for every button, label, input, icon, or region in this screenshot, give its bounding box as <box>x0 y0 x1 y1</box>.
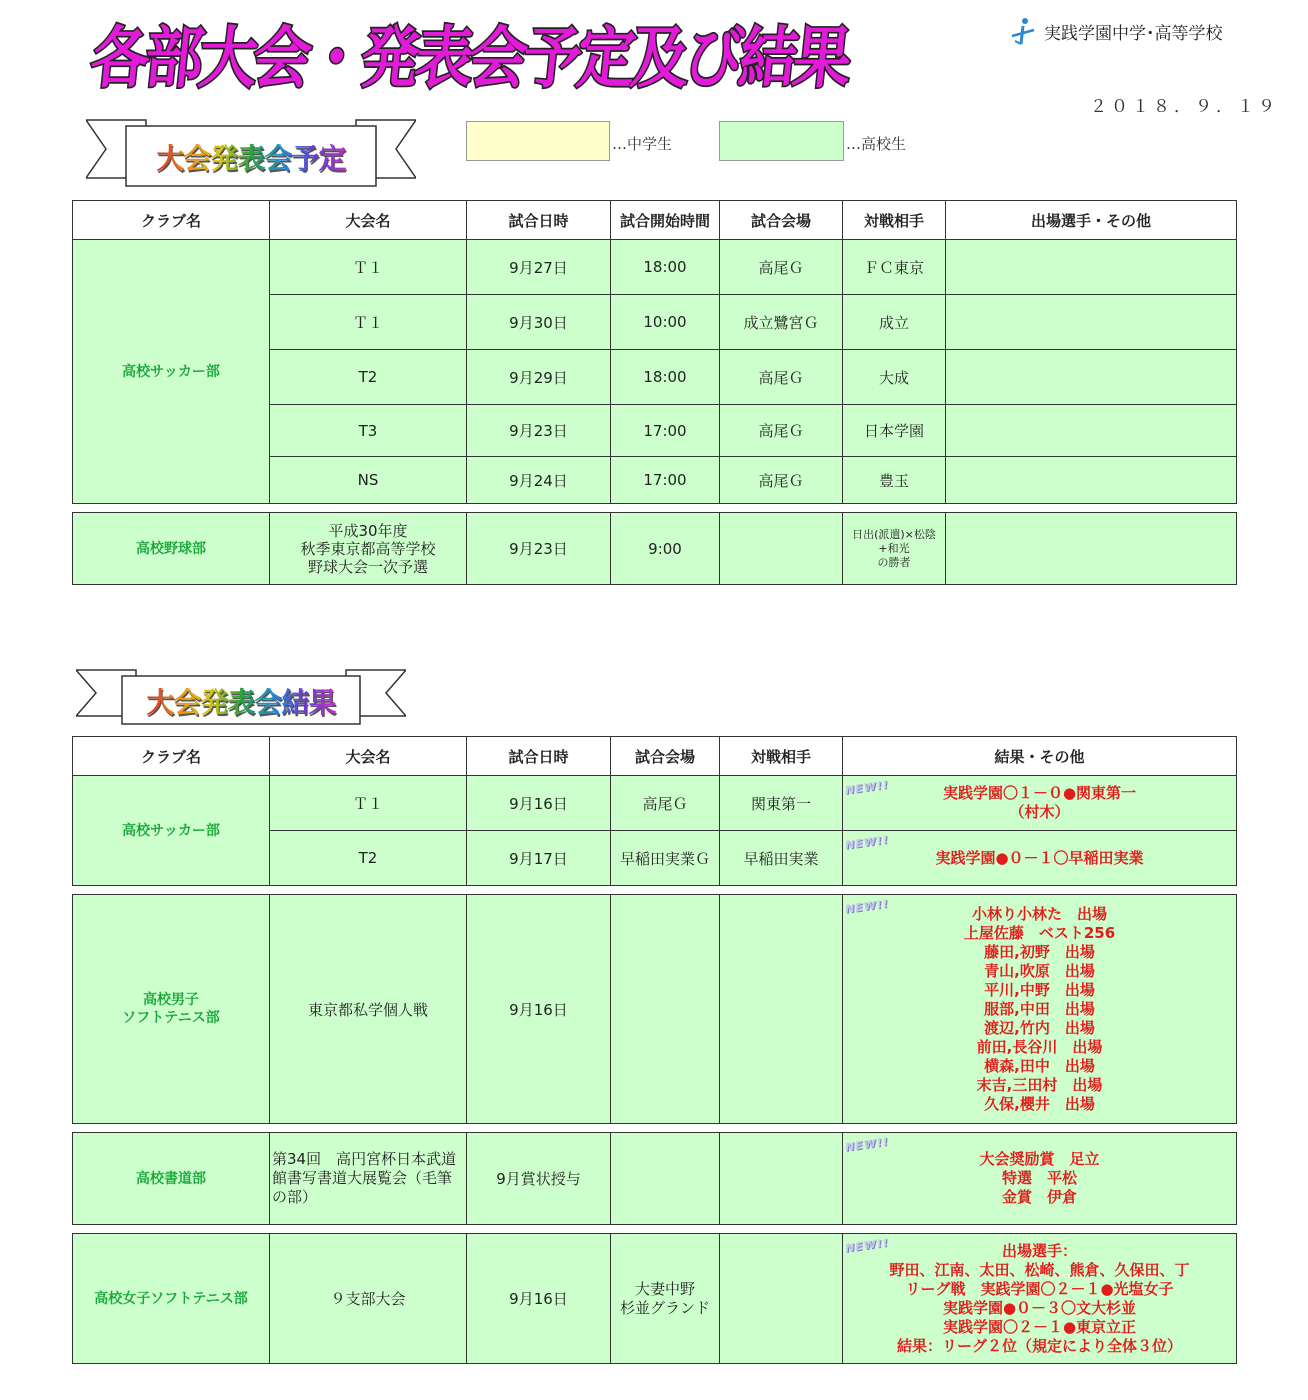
event-note <box>946 350 1237 405</box>
legend-senior-swatch <box>719 121 844 161</box>
results-table <box>72 736 1237 1364</box>
event-opponent: 大成 <box>843 350 946 405</box>
event-result: NEW!! 実践学園〇１－０●関東第一 （村木） <box>843 776 1237 831</box>
header-result: 結果・その他 <box>843 737 1237 776</box>
event-name: 東京都私学個人戦 <box>270 895 467 1124</box>
event-name: T3 <box>270 405 467 457</box>
legend-junior-swatch <box>466 121 610 161</box>
header-venue: 試合会場 <box>720 201 843 240</box>
event-note <box>946 295 1237 350</box>
event-date: 9月23日 <box>467 405 611 457</box>
header-opponent: 対戦相手 <box>720 737 843 776</box>
event-opponent: ＦＣ東京 <box>843 240 946 295</box>
header-notes: 出場選手・その他 <box>946 201 1237 240</box>
event-venue: 大妻中野 杉並グランド <box>611 1234 720 1364</box>
event-opponent: 早稲田実業 <box>720 831 843 886</box>
event-date: 9月24日 <box>467 457 611 504</box>
event-name: Ｔ１ <box>270 240 467 295</box>
table-row <box>73 895 1237 1124</box>
event-time: 9:00 <box>611 513 720 585</box>
results-banner <box>76 668 406 726</box>
event-name: T2 <box>270 831 467 886</box>
header-event: 大会名 <box>270 737 467 776</box>
table-row <box>73 240 1237 295</box>
club-name: 高校書道部 <box>73 1133 270 1225</box>
event-time: 18:00 <box>611 240 720 295</box>
event-opponent <box>720 895 843 1124</box>
event-name: Ｔ１ <box>270 776 467 831</box>
table-header-row <box>73 201 1237 240</box>
event-note <box>946 405 1237 457</box>
club-name: 高校サッカー部 <box>73 776 270 886</box>
event-date: 9月27日 <box>467 240 611 295</box>
schedule-banner-text: 大会発表会予定 <box>156 137 345 177</box>
header-date: 試合日時 <box>467 201 611 240</box>
event-opponent: 成立 <box>843 295 946 350</box>
event-time: 17:00 <box>611 405 720 457</box>
event-opponent: 豊玉 <box>843 457 946 504</box>
event-name: Ｔ１ <box>270 295 467 350</box>
event-venue: 成立鷺宮Ｇ <box>720 295 843 350</box>
event-venue <box>611 1133 720 1225</box>
event-name: ９支部大会 <box>270 1234 467 1364</box>
new-badge: NEW!! <box>844 1236 890 1255</box>
event-date: 9月16日 <box>467 1234 611 1364</box>
school-logo <box>1008 16 1223 46</box>
club-name: 高校男子 ソフトテニス部 <box>73 895 270 1124</box>
header-event: 大会名 <box>270 201 467 240</box>
legend-junior-label: …中学生 <box>612 135 673 153</box>
new-badge: NEW!! <box>844 833 890 852</box>
event-result: NEW!! 小林り小林た 出場 上屋佐藤 ベスト256 藤田,初野 出場 青山,吹原 出場 平川,中野 出場 服部,中田 出場 渡辺,竹内 出場 前田,長谷川 出場 横森,田中 出場 末吉,三田村 出場 久保,櫻井 出場 <box>843 895 1237 1124</box>
table-header-row <box>73 737 1237 776</box>
new-badge: NEW!! <box>844 897 890 916</box>
event-venue: 高尾Ｇ <box>720 240 843 295</box>
event-opponent <box>720 1234 843 1364</box>
schedule-table <box>72 200 1237 585</box>
event-result: NEW!! 出場選手： 野田、江南、太田、松崎、熊倉、久保田、丁 リーグ戦 実践学園〇２－１●光塩女子 実践学園●０－３〇文大杉並 実践学園〇２－１●東京立正 結果：リーグ２位（規定により全体３位） <box>843 1234 1237 1364</box>
header-club: クラブ名 <box>73 201 270 240</box>
event-venue <box>611 895 720 1124</box>
event-opponent: 日出(派遣)×松陰 +和光 の勝者 <box>843 513 946 585</box>
event-date: 9月30日 <box>467 295 611 350</box>
new-badge: NEW!! <box>844 1135 890 1154</box>
event-date: 9月29日 <box>467 350 611 405</box>
school-name: 実践学園中学･高等学校 <box>1044 23 1223 44</box>
event-name: NS <box>270 457 467 504</box>
event-venue: 高尾Ｇ <box>720 457 843 504</box>
event-time: 18:00 <box>611 350 720 405</box>
event-name: 平成30年度 秋季東京都高等学校 野球大会一次予選 <box>270 513 467 585</box>
header-venue: 試合会場 <box>611 737 720 776</box>
event-date: 9月16日 <box>467 776 611 831</box>
table-row <box>73 513 1237 585</box>
schedule-banner <box>86 118 416 188</box>
event-venue: 高尾Ｇ <box>720 405 843 457</box>
header-club: クラブ名 <box>73 737 270 776</box>
event-date: 9月17日 <box>467 831 611 886</box>
event-venue: 高尾Ｇ <box>720 350 843 405</box>
event-opponent <box>720 1133 843 1225</box>
club-name: 高校女子ソフトテニス部 <box>73 1234 270 1364</box>
event-name: T2 <box>270 350 467 405</box>
update-date: ２０１８．９．１９ <box>1090 97 1279 117</box>
event-venue: 早稲田実業Ｇ <box>611 831 720 886</box>
event-note <box>946 513 1237 585</box>
event-date: 9月23日 <box>467 513 611 585</box>
results-banner-text: 大会発表会結果 <box>146 681 335 721</box>
event-venue: 高尾Ｇ <box>611 776 720 831</box>
table-row <box>73 1133 1237 1225</box>
event-date: 9月賞状授与 <box>467 1133 611 1225</box>
club-name: 高校サッカー部 <box>73 240 270 504</box>
table-row <box>73 1234 1237 1364</box>
event-opponent: 日本学園 <box>843 405 946 457</box>
header-start-time: 試合開始時間 <box>611 201 720 240</box>
event-name: 第34回 高円宮杯日本武道館書写書道大展覧会（毛筆の部） <box>270 1133 467 1225</box>
event-note <box>946 457 1237 504</box>
page-title: 各部大会・発表会予定及び結果 <box>87 18 852 97</box>
event-note <box>946 240 1237 295</box>
table-row <box>73 776 1237 831</box>
school-mark-icon <box>1008 16 1038 46</box>
event-result: NEW!! 大会奨励賞 足立 特選 平松 金賞 伊倉 <box>843 1133 1237 1225</box>
event-time: 17:00 <box>611 457 720 504</box>
legend-senior-label: …高校生 <box>846 135 907 153</box>
event-result: NEW!! 実践学園●０－１〇早稲田実業 <box>843 831 1237 886</box>
event-opponent: 関東第一 <box>720 776 843 831</box>
club-name: 高校野球部 <box>73 513 270 585</box>
event-date: 9月16日 <box>467 895 611 1124</box>
event-venue <box>720 513 843 585</box>
header-date: 試合日時 <box>467 737 611 776</box>
header-opponent: 対戦相手 <box>843 201 946 240</box>
new-badge: NEW!! <box>844 778 890 797</box>
event-time: 10:00 <box>611 295 720 350</box>
